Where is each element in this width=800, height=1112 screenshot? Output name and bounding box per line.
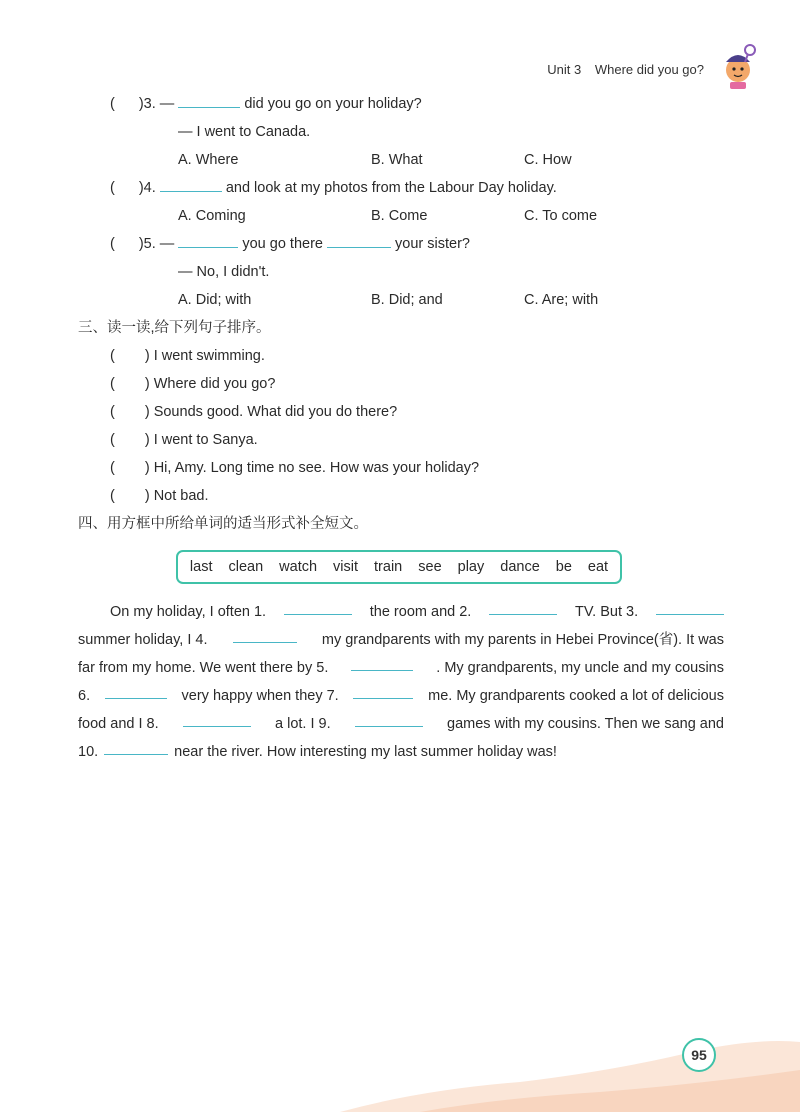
ordering-item: ( ) Not bad. <box>110 488 209 504</box>
word-bank-item: visit <box>333 559 359 575</box>
blank-6[interactable] <box>105 686 167 699</box>
ordering-item: ( ) Sounds good. What did you do there? <box>110 404 398 420</box>
section-4-heading: 四、用方框中所给单词的适当形式补全短文。 <box>78 516 368 532</box>
word-bank-item: train <box>374 559 403 575</box>
question-text: and look at my photos from the Labour Day holiday. <box>225 180 557 196</box>
question-3 <box>110 94 422 114</box>
blank-8[interactable] <box>183 714 251 727</box>
blank[interactable] <box>178 235 238 248</box>
question-text: your sister? <box>395 236 470 252</box>
answer-paren-open: ( <box>110 236 115 252</box>
section-3-heading: 三、读一读,给下列句子排序。 <box>78 320 271 336</box>
passage-line: food and I 8. a lot. I 9. games with my cousins. Then we sang and <box>78 716 724 732</box>
running-header <box>547 62 704 77</box>
option-a: A. Where <box>178 152 239 168</box>
blank[interactable] <box>160 179 222 192</box>
option-b: B. Come <box>371 208 428 224</box>
ordering-item: ( ) Where did you go? <box>110 376 276 392</box>
mascot-illustration <box>712 40 758 90</box>
page-number: 95 <box>682 1038 716 1072</box>
blank-1[interactable] <box>284 602 352 615</box>
option-b: B. What <box>371 152 423 168</box>
passage-line: 6. very happy when they 7. me. My grandparents cooked a lot of delicious <box>78 688 724 704</box>
blank-9[interactable] <box>355 714 423 727</box>
blank[interactable] <box>178 95 240 108</box>
question-text: you go there <box>242 236 323 252</box>
word-bank <box>176 550 622 584</box>
ordering-item: ( ) I went to Sanya. <box>110 432 258 448</box>
word-bank-item: be <box>555 559 572 575</box>
unit-title: Where did you go? <box>594 62 704 77</box>
question-number: )4. <box>138 180 156 196</box>
unit-label: Unit 3 <box>547 62 582 77</box>
question-5 <box>110 234 470 254</box>
passage-line: far from my home. We went there by 5. . My grandparents, my uncle and my cousins <box>78 660 724 676</box>
answer-paren-open: ( <box>110 96 115 112</box>
option-c: C. Are; with <box>524 292 599 308</box>
footer-wave-decoration <box>0 1020 800 1112</box>
blank-7[interactable] <box>353 686 413 699</box>
dialogue-answer: — I went to Canada. <box>178 124 311 140</box>
blank-4[interactable] <box>233 630 297 643</box>
word-bank-item: watch <box>279 559 318 575</box>
blank-5[interactable] <box>351 658 413 671</box>
passage-line: summer holiday, I 4. my grandparents with my parents in Hebei Province(省). It was <box>78 632 724 648</box>
blank-3[interactable] <box>656 602 724 615</box>
option-b: B. Did; and <box>371 292 443 308</box>
dialogue-dash: — <box>159 96 175 112</box>
question-4 <box>110 178 557 198</box>
question-number: )3. <box>138 96 156 112</box>
ordering-item: ( ) I went swimming. <box>110 348 265 364</box>
question-number: )5. <box>138 236 156 252</box>
option-a: A. Did; with <box>178 292 252 308</box>
word-bank-item: play <box>457 559 485 575</box>
word-bank-item: last <box>189 559 213 575</box>
dialogue-answer: — No, I didn't. <box>178 264 270 280</box>
answer-paren-open: ( <box>110 180 115 196</box>
option-a: A. Coming <box>178 208 246 224</box>
dialogue-dash: — <box>159 236 175 252</box>
word-bank-item: dance <box>500 559 540 575</box>
blank-2[interactable] <box>489 602 557 615</box>
ordering-item: ( ) Hi, Amy. Long time no see. How was your holiday? <box>110 460 480 476</box>
blank-10[interactable] <box>104 742 168 755</box>
question-text: did you go on your holiday? <box>244 96 422 112</box>
blank[interactable] <box>327 235 391 248</box>
word-bank-item: see <box>418 559 442 575</box>
option-c: C. To come <box>524 208 598 224</box>
word-bank-item: clean <box>228 559 264 575</box>
passage-line: 10. near the river. How interesting my last summer holiday was! <box>78 744 557 760</box>
option-c: C. How <box>524 152 572 168</box>
word-bank-item: eat <box>587 559 609 575</box>
passage-line: On my holiday, I often 1. the room and 2. TV. But 3. <box>110 602 724 622</box>
